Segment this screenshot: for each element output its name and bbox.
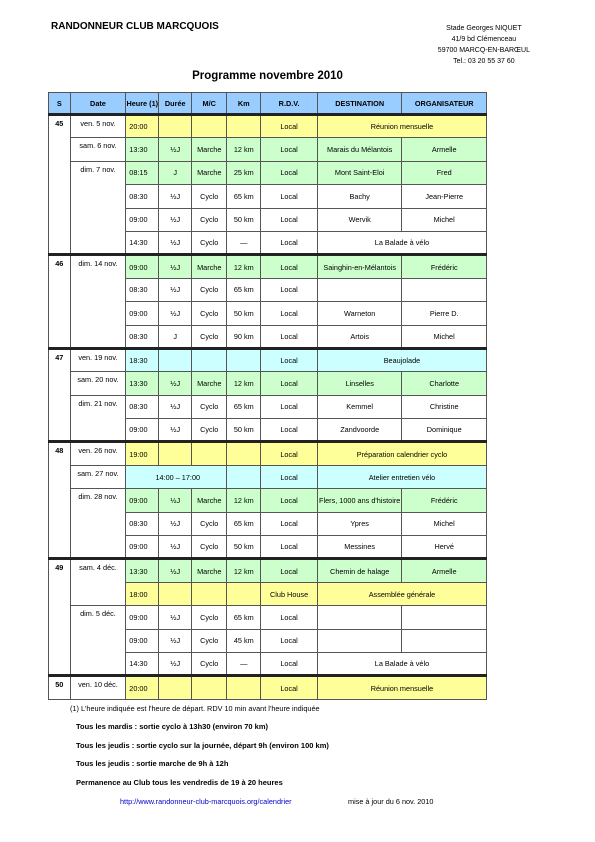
organizer-cell [402, 629, 487, 652]
destination-cell: La Balade à vélo [317, 652, 486, 675]
km-cell: 65 km [227, 185, 261, 208]
table-row [49, 115, 487, 138]
type-cell: Cyclo [192, 278, 227, 301]
website-link[interactable]: http://www.randonneur-club-marcquois.org/calendrier [120, 797, 292, 806]
time-cell: 08:15 [126, 161, 159, 184]
destination-cell: Artois [317, 325, 402, 348]
type-cell [192, 115, 227, 138]
destination-cell: Préparation calendrier cyclo [317, 442, 486, 465]
time-cell: 09:00 [126, 419, 159, 442]
rdv-cell: Local [261, 536, 318, 559]
duration-cell: ½J [159, 231, 192, 254]
destination-cell: Chemin de halage [317, 559, 402, 582]
organizer-cell: Hervé [402, 536, 487, 559]
km-cell: 12 km [227, 559, 261, 582]
table-row [49, 676, 487, 699]
rdv-cell: Local [261, 676, 318, 699]
program-table-body [49, 115, 487, 700]
date-cell: dim. 28 nov. [70, 489, 126, 559]
destination-cell: Atelier entretien vélo [317, 465, 486, 488]
km-cell: 50 km [227, 419, 261, 442]
organizer-cell: Frédéric [402, 255, 487, 278]
club-name: RANDONNEUR CLUB MARCQUOIS [51, 21, 219, 32]
type-cell: Cyclo [192, 419, 227, 442]
rdv-cell: Local [261, 325, 318, 348]
type-cell: Cyclo [192, 536, 227, 559]
table-row [49, 606, 487, 629]
type-cell: Marche [192, 489, 227, 512]
km-cell: — [227, 652, 261, 675]
address-line: Stade Georges NIQUET [446, 25, 522, 32]
organizer-cell: Michel [402, 512, 487, 535]
type-cell [192, 348, 227, 371]
note-line: Tous les mardis : sortie cyclo à 13h30 (environ 70 km) [76, 722, 269, 731]
time-cell: 14:30 [126, 231, 159, 254]
duration-cell: ½J [159, 652, 192, 675]
duration-cell: ½J [159, 512, 192, 535]
date-cell: sam. 4 déc. [70, 559, 126, 606]
km-cell: 45 km [227, 629, 261, 652]
km-cell: 90 km [227, 325, 261, 348]
week-number-cell: 47 [49, 348, 71, 442]
organizer-cell: Pierre D. [402, 302, 487, 325]
date-cell: dim. 5 déc. [70, 606, 126, 676]
destination-cell: Réunion mensuelle [317, 115, 486, 138]
table-row [49, 559, 487, 582]
km-cell: 65 km [227, 395, 261, 418]
type-cell: Cyclo [192, 302, 227, 325]
km-cell: 12 km [227, 489, 261, 512]
rdv-cell: Local [261, 559, 318, 582]
col-header-rdv: R.D.V. [261, 93, 318, 115]
rdv-cell: Local [261, 115, 318, 138]
destination-cell: Messines [317, 536, 402, 559]
organizer-cell: Michel [402, 325, 487, 348]
type-cell [192, 676, 227, 699]
week-number-cell: 48 [49, 442, 71, 559]
time-cell: 08:30 [126, 395, 159, 418]
date-cell: sam. 20 nov. [70, 372, 126, 395]
col-header-week: S [49, 93, 71, 115]
destination-cell: La Balade à vélo [317, 231, 486, 254]
km-cell: 65 km [227, 606, 261, 629]
rdv-cell: Local [261, 208, 318, 231]
km-cell [227, 348, 261, 371]
duration-cell: ½J [159, 395, 192, 418]
destination-cell: Flers, 1000 ans d'histoire [317, 489, 402, 512]
footnote: (1) L'heure indiquée est l'heure de départ. RDV 10 min avant l'heure indiquée [70, 704, 320, 713]
km-cell [227, 442, 261, 465]
time-cell: 09:00 [126, 208, 159, 231]
type-cell: Cyclo [192, 231, 227, 254]
col-header-date: Date [70, 93, 126, 115]
rdv-cell: Club House [261, 582, 318, 605]
type-cell: Cyclo [192, 208, 227, 231]
date-cell: ven. 5 nov. [70, 115, 126, 138]
time-cell: 08:30 [126, 185, 159, 208]
table-row [49, 255, 487, 278]
duration-cell: ½J [159, 629, 192, 652]
organizer-cell: Fred [402, 161, 487, 184]
date-cell: sam. 27 nov. [70, 465, 126, 488]
time-cell: 09:00 [126, 606, 159, 629]
rdv-cell: Local [261, 348, 318, 371]
time-cell: 08:30 [126, 325, 159, 348]
destination-cell: Wervik [317, 208, 402, 231]
rdv-cell: Local [261, 395, 318, 418]
time-cell: 08:30 [126, 278, 159, 301]
type-cell: Cyclo [192, 606, 227, 629]
duration-cell: ½J [159, 302, 192, 325]
col-header-time: Heure (1) [126, 93, 159, 115]
time-cell: 18:00 [126, 582, 159, 605]
km-cell [227, 465, 261, 488]
km-cell: — [227, 231, 261, 254]
table-row [49, 161, 487, 184]
km-cell: 65 km [227, 512, 261, 535]
duration-cell [159, 582, 192, 605]
rdv-cell: Local [261, 629, 318, 652]
destination-cell: Mont Saint-Eloi [317, 161, 402, 184]
type-cell: Cyclo [192, 512, 227, 535]
destination-cell: Kemmel [317, 395, 402, 418]
type-cell: Cyclo [192, 652, 227, 675]
rdv-cell: Local [261, 231, 318, 254]
rdv-cell: Local [261, 606, 318, 629]
date-cell: ven. 19 nov. [70, 348, 126, 371]
rdv-cell: Local [261, 372, 318, 395]
note-line: Permanence au Club tous les vendredis de 19 à 20 heures [76, 777, 283, 787]
time-cell: 18:30 [126, 348, 159, 371]
note-line: Tous les jeudis : sortie marche de 9h à 12h [76, 759, 229, 768]
time-cell: 20:00 [126, 676, 159, 699]
km-cell: 12 km [227, 138, 261, 161]
note-line: Tous les jeudis : sortie cyclo sur la journée, départ 9h (environ 100 km) [76, 740, 329, 750]
table-row [49, 372, 487, 395]
organizer-cell: Michel [402, 208, 487, 231]
type-cell: Marche [192, 559, 227, 582]
rdv-cell: Local [261, 489, 318, 512]
update-date: mise à jour du 6 nov. 2010 [348, 797, 434, 806]
date-cell: sam. 6 nov. [70, 138, 126, 161]
rdv-cell: Local [261, 652, 318, 675]
destination-cell [317, 278, 402, 301]
organizer-cell [402, 278, 487, 301]
destination-cell: Beaujolade [317, 348, 486, 371]
time-cell: 09:00 [126, 629, 159, 652]
duration-cell: J [159, 161, 192, 184]
organizer-cell: Charlotte [402, 372, 487, 395]
duration-cell: ½J [159, 536, 192, 559]
week-number-cell: 46 [49, 255, 71, 349]
duration-cell: ½J [159, 208, 192, 231]
week-number-cell: 49 [49, 559, 71, 676]
type-cell [192, 442, 227, 465]
rdv-cell: Local [261, 185, 318, 208]
destination-cell: Zandvoorde [317, 419, 402, 442]
time-cell: 09:00 [126, 536, 159, 559]
organizer-cell: Armelle [402, 559, 487, 582]
time-cell: 09:00 [126, 302, 159, 325]
table-row [49, 465, 487, 488]
col-header-km: Km [227, 93, 261, 115]
week-number-cell: 45 [49, 115, 71, 255]
time-cell: 14:30 [126, 652, 159, 675]
type-cell: Marche [192, 138, 227, 161]
address-line: Tel.: 03 20 55 37 60 [453, 58, 515, 65]
rdv-cell: Local [261, 138, 318, 161]
destination-cell: Sainghin-en-Mélantois [317, 255, 402, 278]
time-cell: 08:30 [126, 512, 159, 535]
col-header-type: M/C [192, 93, 227, 115]
type-cell: Marche [192, 372, 227, 395]
time-cell: 09:00 [126, 489, 159, 512]
organizer-cell: Dominique [402, 419, 487, 442]
club-address [438, 23, 530, 67]
destination-cell: Réunion mensuelle [317, 676, 486, 699]
time-cell: 13:30 [126, 138, 159, 161]
duration-cell: ½J [159, 559, 192, 582]
km-cell: 25 km [227, 161, 261, 184]
date-cell: ven. 26 nov. [70, 442, 126, 465]
rdv-cell: Local [261, 465, 318, 488]
time-cell: 14:00 – 17:00 [126, 465, 227, 488]
time-cell: 19:00 [126, 442, 159, 465]
organizer-cell: Frédéric [402, 489, 487, 512]
organizer-cell: Armelle [402, 138, 487, 161]
destination-cell [317, 629, 402, 652]
date-cell: ven. 10 déc. [70, 676, 126, 699]
col-header-destination: DESTINATION [317, 93, 402, 115]
duration-cell: ½J [159, 278, 192, 301]
destination-cell: Warneton [317, 302, 402, 325]
type-cell: Cyclo [192, 395, 227, 418]
km-cell [227, 115, 261, 138]
organizer-cell: Christine [402, 395, 487, 418]
duration-cell [159, 115, 192, 138]
destination-cell: Assemblée générale [317, 582, 486, 605]
rdv-cell: Local [261, 512, 318, 535]
km-cell: 65 km [227, 278, 261, 301]
table-header-row [49, 93, 487, 115]
duration-cell [159, 676, 192, 699]
km-cell: 50 km [227, 302, 261, 325]
table-row [49, 348, 487, 371]
rdv-cell: Local [261, 278, 318, 301]
rdv-cell: Local [261, 255, 318, 278]
duration-cell: ½J [159, 372, 192, 395]
destination-cell: Ypres [317, 512, 402, 535]
km-cell [227, 582, 261, 605]
time-cell: 13:30 [126, 372, 159, 395]
duration-cell [159, 348, 192, 371]
duration-cell: ½J [159, 489, 192, 512]
km-cell: 50 km [227, 208, 261, 231]
program-table [48, 92, 487, 700]
type-cell [192, 582, 227, 605]
duration-cell: ½J [159, 255, 192, 278]
recurring-notes [76, 722, 329, 796]
destination-cell: Marais du Mélantois [317, 138, 402, 161]
date-cell: dim. 14 nov. [70, 255, 126, 349]
duration-cell: J [159, 325, 192, 348]
duration-cell: ½J [159, 419, 192, 442]
destination-cell: Linselles [317, 372, 402, 395]
type-cell: Cyclo [192, 629, 227, 652]
time-cell: 13:30 [126, 559, 159, 582]
rdv-cell: Local [261, 419, 318, 442]
week-number-cell: 50 [49, 676, 71, 699]
duration-cell [159, 442, 192, 465]
destination-cell [317, 606, 402, 629]
duration-cell: ½J [159, 185, 192, 208]
col-header-duration: Durée [159, 93, 192, 115]
time-cell: 09:00 [126, 255, 159, 278]
date-cell: dim. 7 nov. [70, 161, 126, 255]
table-row [49, 489, 487, 512]
table-row [49, 138, 487, 161]
km-cell: 50 km [227, 536, 261, 559]
type-cell: Cyclo [192, 185, 227, 208]
type-cell: Marche [192, 161, 227, 184]
organizer-cell: Jean-Pierre [402, 185, 487, 208]
rdv-cell: Local [261, 302, 318, 325]
type-cell: Marche [192, 255, 227, 278]
type-cell: Cyclo [192, 325, 227, 348]
rdv-cell: Local [261, 442, 318, 465]
km-cell: 12 km [227, 255, 261, 278]
duration-cell: ½J [159, 606, 192, 629]
address-line: 59700 MARCQ-EN-BARŒUL [437, 47, 530, 54]
address-line: 41/9 bd Clémenceau [451, 36, 517, 43]
duration-cell: ½J [159, 138, 192, 161]
table-row [49, 442, 487, 465]
col-header-organizer: ORGANISATEUR [402, 93, 487, 115]
organizer-cell [402, 606, 487, 629]
destination-cell: Bachy [317, 185, 402, 208]
page-title: Programme novembre 2010 [192, 70, 343, 82]
table-row [49, 395, 487, 418]
rdv-cell: Local [261, 161, 318, 184]
date-cell: dim. 21 nov. [70, 395, 126, 442]
km-cell: 12 km [227, 372, 261, 395]
km-cell [227, 676, 261, 699]
time-cell: 20:00 [126, 115, 159, 138]
